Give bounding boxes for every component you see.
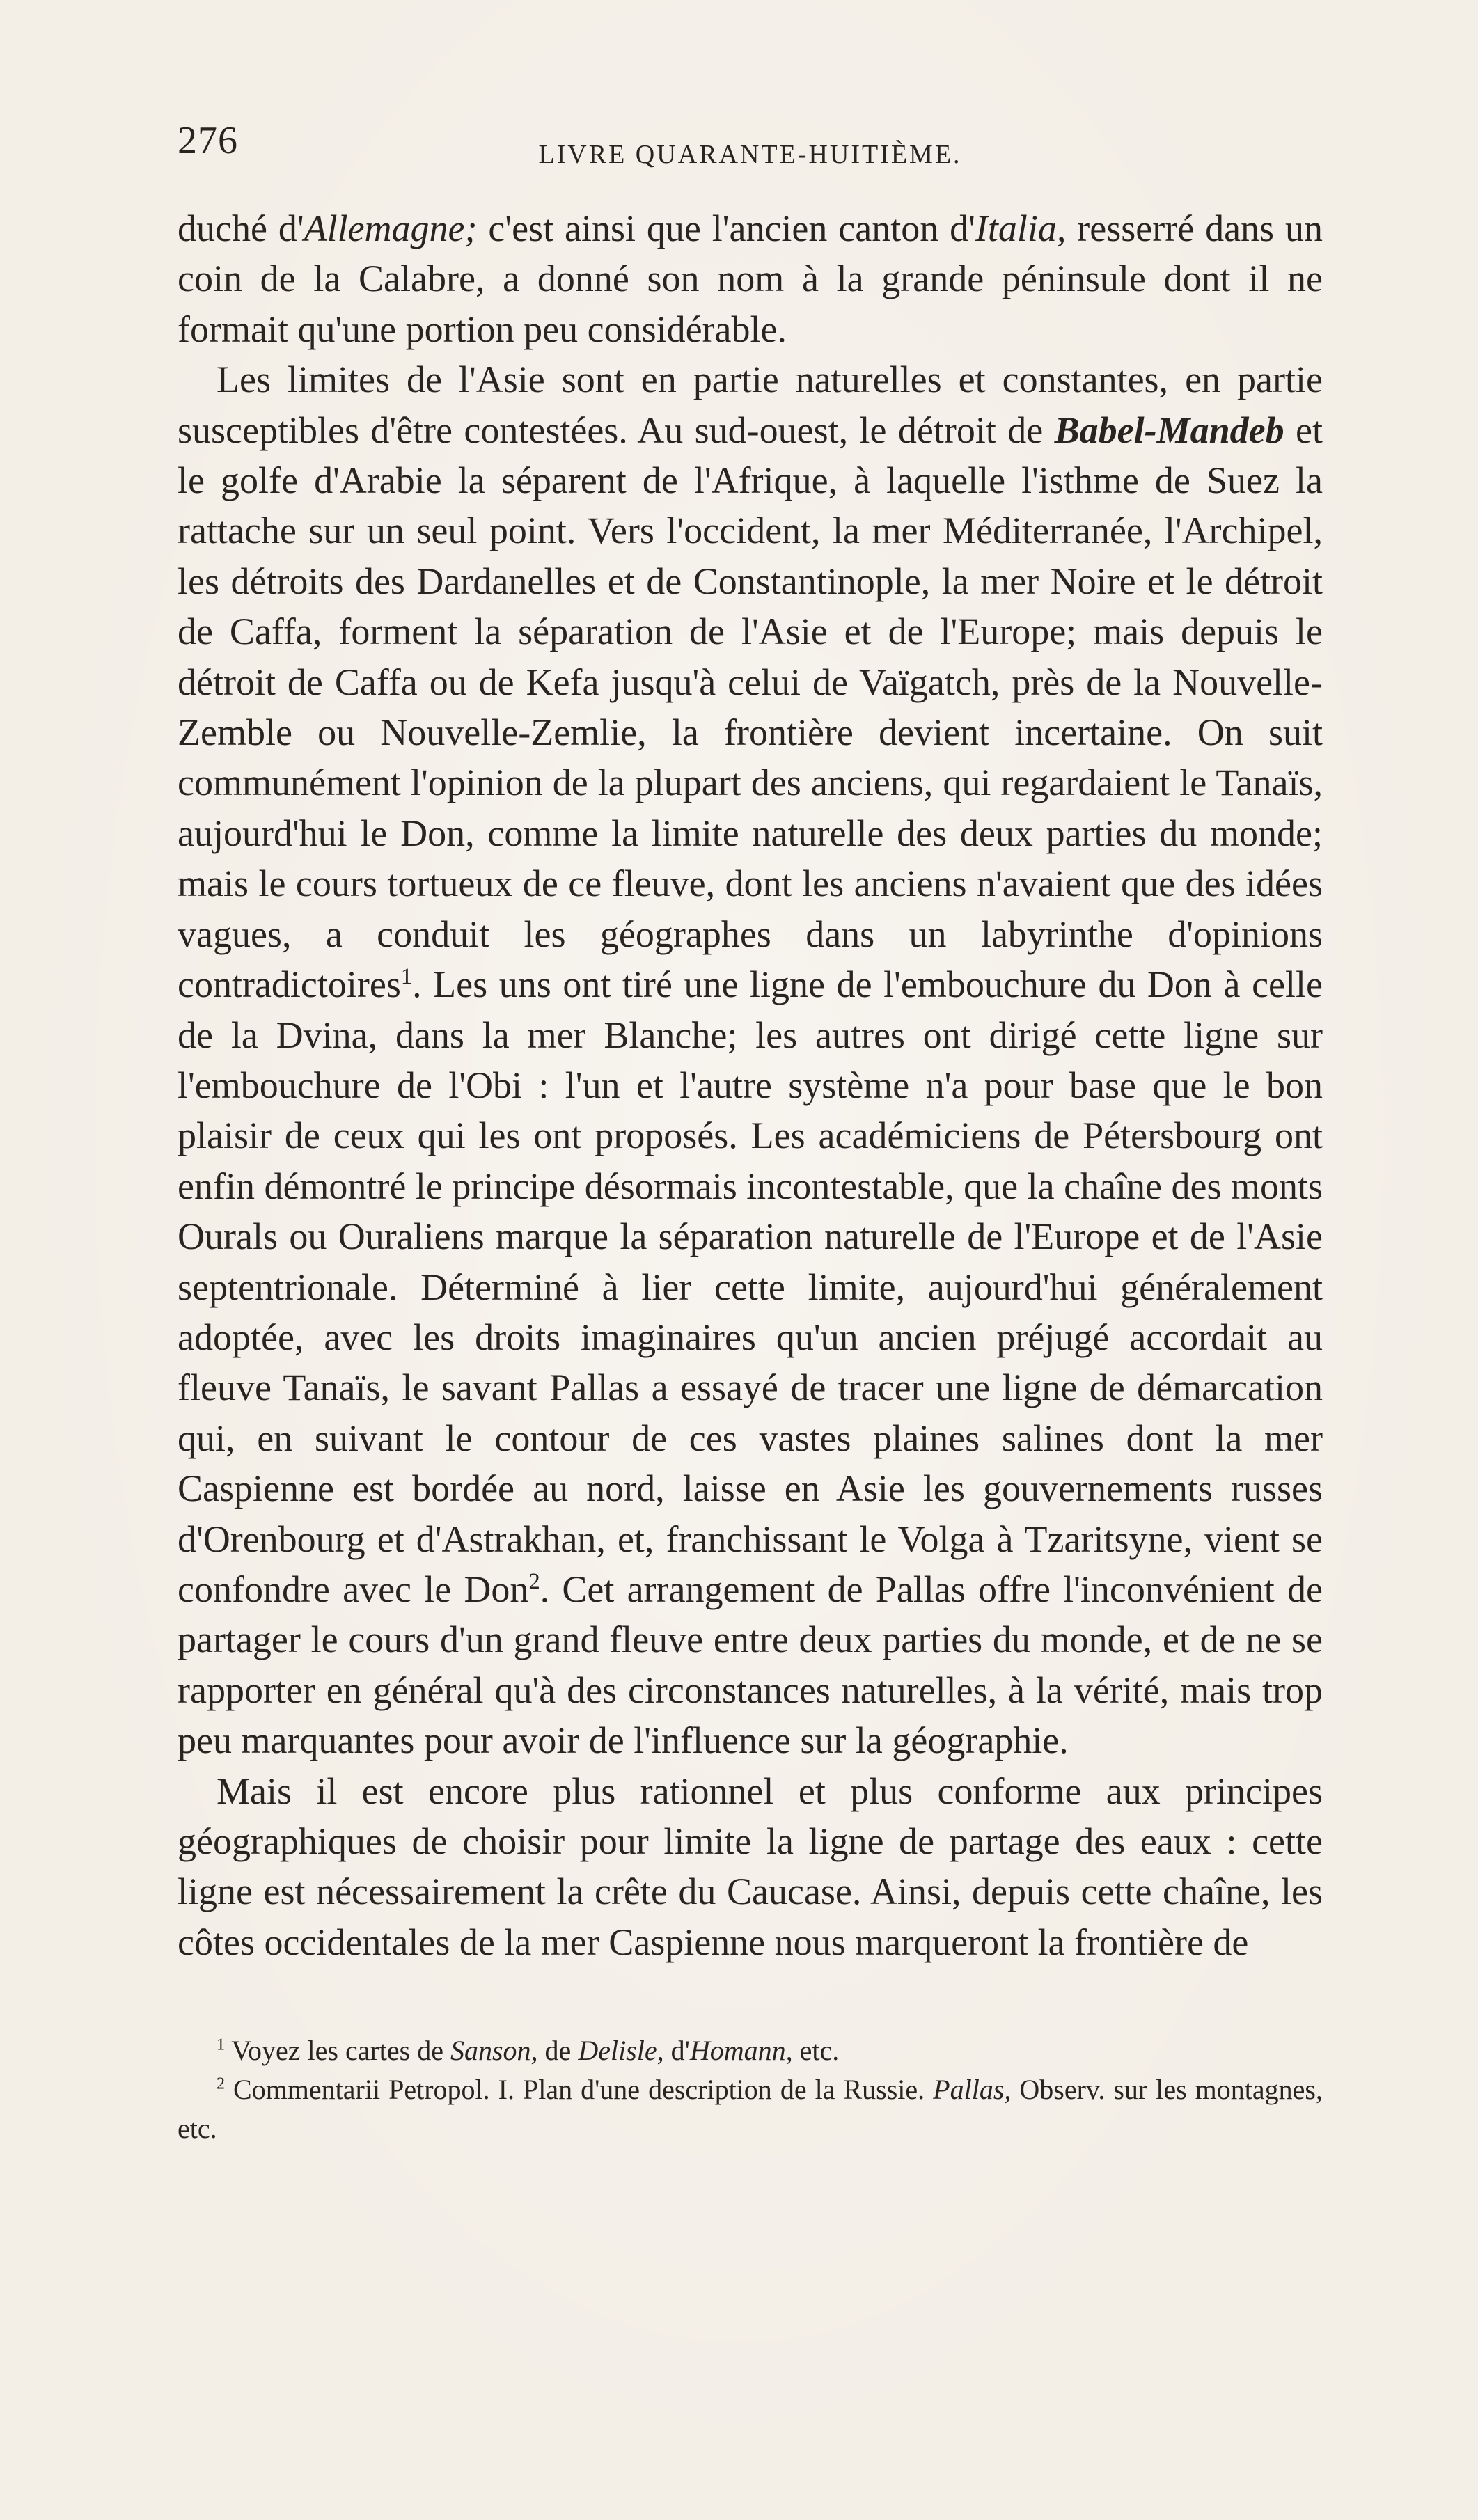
paragraphs.0-text: Italia, <box>975 207 1067 249</box>
running-title: LIVRE QUARANTE-HUITIÈME. <box>538 140 962 169</box>
paragraphs.0-text: resserré dans un coin de la Calabre, a donné son nom à la grande péninsule dont il ne formait qu'une portion peu considérable. <box>178 207 1323 350</box>
paragraphs.0-text: duché d' <box>178 207 304 249</box>
body-text <box>178 203 1323 1967</box>
paragraphs.0-text: Allemagne; <box>304 207 478 249</box>
footnotes.0-text: Delisle, <box>578 2035 664 2066</box>
paragraph <box>178 354 1323 1765</box>
footnotes.0-text: Sanson, <box>450 2035 538 2066</box>
paragraph <box>178 203 1323 354</box>
footnotes.0-text: Voyez les cartes de <box>225 2035 450 2066</box>
paragraphs.0-text: c'est ainsi que l'ancien canton d' <box>477 207 975 249</box>
footnotes.0-text: etc. <box>792 2035 840 2066</box>
paragraphs.1-text: et le golfe d'Arabie la séparent de l'Afrique, à laquelle l'isthme de Suez la rattache sur un seul point. Vers l'occident, la mer Méditerranée, l'Archipel, les détroits des Dardanelles et de Constantinople, la mer Noire et le détroit de Caffa, forment la séparation de l'Asie et de l'Europe; mais depuis le détroit de Caffa ou de Kefa jusqu'à celui de Vaïgatch, près de la Nouvelle-Zemble ou Nouvelle-Zemlie, la frontière devient incertaine. On suit communément l'opinion de la plupart des anciens, qui regardaient le Tanaïs, aujourd'hui le Don, comme la limite naturelle des deux parties du monde; mais le cours tortueux de ce fleuve, dont les anciens n'avaient que des idées vagues, a conduit les géographes dans un labyrinthe d'opinions contradictoires <box>178 409 1323 1006</box>
footnote <box>178 2031 1323 2070</box>
footnote-marker: 2 <box>528 1568 540 1594</box>
paragraphs.1-text: . Les uns ont tiré une ligne de l'embouchure du Don à celle de la Dvina, dans la mer Blanche; les autres ont dirigé cette ligne sur l'embouchure de l'Obi : l'un et l'autre système n'a pour base que le bon plaisir de ceux qui les ont proposés. Les académiciens de Pétersbourg ont enfin démontré le principe désormais incontestable, que la chaîne des monts Ourals ou Ouraliens marque la séparation naturelle de l'Europe et de l'Asie septentrionale. Déterminé à lier cette limite, aujourd'hui généralement adoptée, avec les droits imaginaires qu'un ancien préjugé accordait au fleuve Tanaïs, le savant Pallas a essayé de tracer une ligne de démarcation qui, en suivant le contour de ces vastes plaines salines dont la mer Caspienne est bordée au nord, laisse en Asie les gouvernements russes d'Orenbourg et d'Astrakhan, et, franchissant le Volga à Tzaritsyne, vient se confondre avec le Don <box>178 963 1323 1610</box>
footnote-marker: 1 <box>400 964 413 990</box>
page-header <box>178 118 1323 188</box>
footnotes.0-text: d' <box>663 2035 690 2066</box>
footnotes.0-text: Homann, <box>689 2035 793 2066</box>
footnotes.1-text: Commentarii Petropol. I. Plan d'une description de la Russie. <box>225 2074 934 2105</box>
footnote-marker: 2 <box>217 2074 225 2093</box>
footnote <box>178 2070 1323 2148</box>
paragraph <box>178 1766 1323 1968</box>
paragraphs.1-text: Les limites de l'Asie sont en partie naturelles et constantes, en partie susceptibles d'être contestées. Au sud-ouest, le détroit de <box>178 359 1323 451</box>
footnotes.1-text: Pallas, <box>933 2074 1012 2105</box>
page-number: 276 <box>178 119 238 162</box>
paragraphs.1-text: Babel-Mandeb <box>1054 409 1284 451</box>
paragraphs.2-text: Mais il est encore plus rationnel et plus conforme aux principes géographiques de choisir pour limite la ligne de partage des eaux : cette ligne est nécessairement la crête du Caucase. Ainsi, depuis cette chaîne, les côtes occidentales de la mer Caspienne nous marqueront la frontière de <box>178 1770 1323 1963</box>
paragraphs.1-text: . Cet arrangement de Pallas offre l'inconvénient de partager le cours d'un grand fleuve entre deux parties du monde, et de ne se rapporter en général qu'à des circonstances naturelles, à la vérité, mais trop peu marquantes pour avoir de l'influence sur la géographie. <box>178 1568 1323 1762</box>
footnotes.1-text: Observ. sur les montagnes, etc. <box>178 2074 1323 2144</box>
footnote-marker: 1 <box>217 2035 225 2054</box>
footnotes.0-text: de <box>537 2035 579 2066</box>
footnotes <box>178 2031 1323 2148</box>
